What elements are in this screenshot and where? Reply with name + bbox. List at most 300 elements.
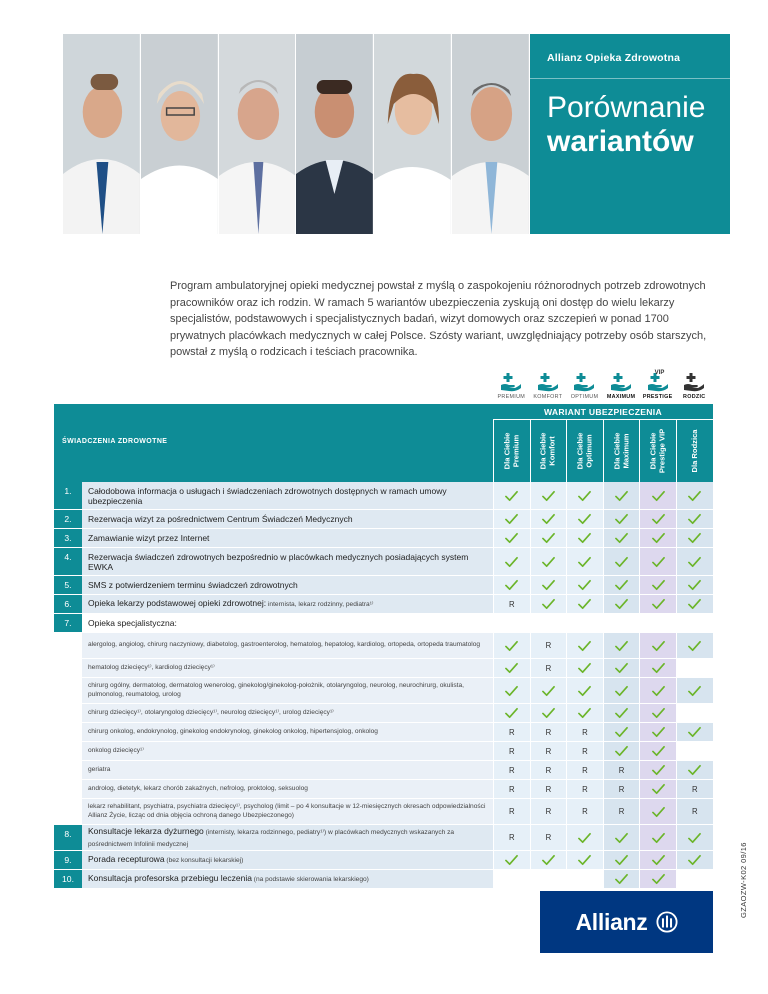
row-number xyxy=(54,723,82,741)
cell-included xyxy=(676,825,713,850)
check-icon xyxy=(615,832,628,844)
row-description-text: chirurg ogólny, dermatolog, dermatolog wenerolog, ginekolog/ginekolog-położnik, otolaryngolog, neurolog, neurochirurg, okulista, pulmonolog, reumatolog, urolog xyxy=(88,682,464,698)
check-icon xyxy=(688,854,701,866)
cell-included xyxy=(566,851,603,869)
check-icon xyxy=(578,598,591,610)
cell-included xyxy=(639,870,676,888)
plan-icon-premium xyxy=(493,372,530,404)
portrait-photo xyxy=(141,34,219,234)
cell-included xyxy=(676,576,713,594)
cell-referral: R xyxy=(603,799,640,824)
cell-included xyxy=(530,482,567,509)
table-row xyxy=(54,799,713,825)
cell-included xyxy=(639,548,676,575)
cell-referral: R xyxy=(530,761,567,779)
cell-referral: R xyxy=(566,723,603,741)
check-icon xyxy=(688,532,701,544)
table-row xyxy=(54,851,713,870)
cell-referral: R xyxy=(530,780,567,798)
check-icon xyxy=(615,854,628,866)
section-label: ŚWIADCZENIA ZDROWOTNE xyxy=(62,438,168,445)
cell-included xyxy=(566,704,603,722)
row-description-note: (bez konsultacji lekarskiej) xyxy=(164,857,244,864)
table-header xyxy=(54,404,713,482)
cell-included xyxy=(493,529,530,547)
row-number xyxy=(54,633,82,658)
cell-included xyxy=(530,678,567,703)
cell-included xyxy=(639,529,676,547)
row-description xyxy=(82,723,493,741)
cell-included xyxy=(493,851,530,869)
check-icon xyxy=(688,556,701,568)
cell-included xyxy=(603,742,640,760)
comparison-table xyxy=(54,404,713,889)
cell-empty xyxy=(566,614,603,632)
vip-badge: VIP xyxy=(654,370,665,376)
check-icon xyxy=(542,707,555,719)
cell-referral: R xyxy=(493,723,530,741)
table-row xyxy=(54,780,713,799)
cell-included xyxy=(603,510,640,528)
check-icon xyxy=(505,685,518,697)
cell-referral: R xyxy=(676,799,713,824)
check-icon xyxy=(505,490,518,502)
cell-referral: R xyxy=(566,780,603,798)
table-row xyxy=(54,659,713,678)
cell-included xyxy=(639,576,676,594)
cell-included xyxy=(676,529,713,547)
cell-included xyxy=(566,659,603,677)
row-description-note: (internisty, lekarza rodzinnego, pediatry¹⁾) w placówkach medycznych wskazanych za pośrednictwem Infolinii medycznej xyxy=(88,828,455,848)
row-number: 3. xyxy=(54,529,82,547)
cell-included xyxy=(566,482,603,509)
cell-included xyxy=(676,595,713,613)
cell-included xyxy=(493,510,530,528)
check-icon xyxy=(578,556,591,568)
row-description xyxy=(82,870,493,888)
check-icon xyxy=(652,685,665,697)
check-icon xyxy=(505,556,518,568)
cell-empty xyxy=(530,870,567,888)
row-number: 6. xyxy=(54,595,82,613)
check-icon xyxy=(652,598,665,610)
check-icon xyxy=(652,745,665,757)
cell-included xyxy=(493,659,530,677)
cell-empty xyxy=(603,614,640,632)
check-icon xyxy=(542,598,555,610)
portrait-photo xyxy=(296,34,374,234)
plan-icon-rodzic xyxy=(676,372,713,404)
row-description-text: Rezerwacja wizyt za pośrednictwem Centrum Świadczeń Medycznych xyxy=(88,514,353,524)
cell-empty xyxy=(676,614,713,632)
check-icon xyxy=(615,598,628,610)
check-icon xyxy=(615,745,628,757)
row-description-text: Porada recepturowa (bez konsultacji lekarskiej) xyxy=(88,854,244,864)
check-icon xyxy=(652,556,665,568)
cell-included xyxy=(676,761,713,779)
header-photo-strip xyxy=(63,34,530,234)
cell-included xyxy=(566,825,603,850)
row-description-note: (na podstawie skierowania lekarskiego) xyxy=(251,876,369,883)
cell-included xyxy=(639,704,676,722)
row-description xyxy=(82,595,493,613)
check-icon xyxy=(688,726,701,738)
cell-included xyxy=(603,825,640,850)
logo-text: Allianz xyxy=(575,908,648,935)
cell-referral: R xyxy=(493,595,530,613)
cell-included xyxy=(639,482,676,509)
cell-referral: R xyxy=(493,780,530,798)
cell-included xyxy=(493,482,530,509)
cell-referral: R xyxy=(530,799,567,824)
check-icon xyxy=(542,685,555,697)
cell-referral: R xyxy=(530,825,567,850)
cell-referral: R xyxy=(676,780,713,798)
portrait-photo xyxy=(374,34,452,234)
check-icon xyxy=(652,662,665,674)
cell-referral: R xyxy=(566,761,603,779)
check-icon xyxy=(578,685,591,697)
check-icon xyxy=(505,854,518,866)
row-description-text: Zamawianie wizyt przez Internet xyxy=(88,533,210,543)
cell-included xyxy=(676,678,713,703)
row-description-text: androlog, dietetyk, lekarz chorób zakaźnych, nefrolog, proktolog, seksuolog xyxy=(88,784,308,792)
cell-empty xyxy=(493,870,530,888)
cell-included xyxy=(676,633,713,658)
check-icon xyxy=(615,640,628,652)
row-description-text: chirurg dziecięcy¹⁾, otolaryngolog dziecięcy¹⁾, neurolog dziecięcy¹⁾, urolog dziecięcy¹⁾ xyxy=(88,708,334,716)
check-icon xyxy=(615,579,628,591)
check-icon xyxy=(542,854,555,866)
cell-referral: R xyxy=(493,825,530,850)
check-icon xyxy=(615,513,628,525)
row-description-text: Opieka lekarzy podstawowej opieki zdrowotnej: internista, lekarz rodzinny, pediatra¹⁾ xyxy=(88,598,374,608)
check-icon xyxy=(615,532,628,544)
cell-referral: R xyxy=(493,742,530,760)
row-description xyxy=(82,678,493,703)
check-icon xyxy=(615,707,628,719)
row-description xyxy=(82,529,493,547)
cell-included xyxy=(603,576,640,594)
row-description xyxy=(82,510,493,528)
cell-included xyxy=(566,510,603,528)
cell-included xyxy=(493,548,530,575)
variant-column-label: Dla Ciebie Komfort xyxy=(538,432,557,470)
check-icon xyxy=(688,640,701,652)
check-icon xyxy=(505,579,518,591)
plan-icon-label: OPTIMUM xyxy=(570,394,599,400)
row-description-text: hematolog dziecięcy¹⁾, kardiolog dziecięcy¹⁾ xyxy=(88,663,215,671)
row-number: 2. xyxy=(54,510,82,528)
cell-empty xyxy=(530,614,567,632)
check-icon xyxy=(615,873,628,885)
plan-icon-optimum xyxy=(566,372,603,404)
variant-band: WARIANT UBEZPIECZENIA xyxy=(493,404,713,420)
page-title-line1: Porównanie xyxy=(547,91,706,124)
row-description xyxy=(82,548,493,575)
hero-panel xyxy=(530,34,730,234)
variant-column-label: Dla Ciebie Premium xyxy=(502,432,520,470)
plan-icon-komfort xyxy=(530,372,567,404)
table-row xyxy=(54,576,713,595)
check-icon xyxy=(542,556,555,568)
table-row xyxy=(54,633,713,659)
row-description-text: lekarz rehabilitant, psychiatra, psychiatra dziecięcy¹⁾, psycholog (limit – po 4 konsultacje w 12-miesięcznych okresach odpowiedzialności Allianz Życie, licząc od dnia objęcia ochroną danego Ubezpieczonego) xyxy=(88,803,486,819)
check-icon xyxy=(652,806,665,818)
cell-referral: R xyxy=(530,742,567,760)
variant-column-header xyxy=(530,420,567,482)
table-row xyxy=(54,529,713,548)
cell-included xyxy=(603,870,640,888)
variant-column-label: Dla Ciebie Prestige VIP xyxy=(648,428,667,474)
cell-included xyxy=(603,851,640,869)
check-icon xyxy=(578,532,591,544)
variant-column-header xyxy=(639,420,676,482)
cell-referral: R xyxy=(603,780,640,798)
variant-column-label: Dla Ciebie Maximum xyxy=(612,432,630,470)
row-description-note: internista, lekarz rodzinny, pediatra¹⁾ xyxy=(266,601,374,608)
check-icon xyxy=(542,490,555,502)
allianz-logo xyxy=(540,891,713,953)
cell-empty xyxy=(566,870,603,888)
check-icon xyxy=(505,640,518,652)
row-description xyxy=(82,761,493,779)
cell-included xyxy=(530,548,567,575)
check-icon xyxy=(615,490,628,502)
cell-included xyxy=(676,548,713,575)
row-description xyxy=(82,614,493,632)
variant-column-header xyxy=(676,420,713,482)
check-icon xyxy=(505,513,518,525)
row-description-text: Rezerwacja świadczeń zdrowotnych bezpośrednio w placówkach medycznych posiadających system EWKA xyxy=(88,551,469,572)
row-number: 5. xyxy=(54,576,82,594)
row-description xyxy=(82,704,493,722)
plan-icon-label: PREMIUM xyxy=(497,394,526,400)
hero-divider xyxy=(530,78,730,79)
cell-referral: R xyxy=(530,723,567,741)
cell-empty xyxy=(676,704,713,722)
cell-included xyxy=(566,595,603,613)
table-row xyxy=(54,870,713,889)
table-row xyxy=(54,704,713,723)
cell-included xyxy=(639,723,676,741)
cell-included xyxy=(639,851,676,869)
cell-included xyxy=(603,659,640,677)
check-icon xyxy=(615,685,628,697)
cell-included xyxy=(493,704,530,722)
cell-included xyxy=(676,510,713,528)
plan-icon-prestige xyxy=(639,372,676,404)
check-icon xyxy=(652,764,665,776)
row-number xyxy=(54,704,82,722)
row-description-text: onkolog dziecięcy¹⁾ xyxy=(88,746,144,754)
row-number xyxy=(54,780,82,798)
check-icon xyxy=(652,707,665,719)
variant-column-header xyxy=(603,420,640,482)
cell-included xyxy=(603,678,640,703)
table-row xyxy=(54,825,713,851)
row-description-text: Konsultacja profesorska przebiegu leczenia (na podstawie skierowania lekarskiego) xyxy=(88,873,369,883)
row-number: 8. xyxy=(54,825,82,850)
cell-included xyxy=(566,678,603,703)
check-icon xyxy=(688,579,701,591)
cell-referral: R xyxy=(566,799,603,824)
cell-included xyxy=(639,780,676,798)
row-description-text: Opieka specjalistyczna: xyxy=(88,618,177,628)
row-description xyxy=(82,633,493,658)
check-icon xyxy=(505,707,518,719)
variant-column-header xyxy=(493,420,530,482)
check-icon xyxy=(578,707,591,719)
plan-icon-label: MAXIMUM xyxy=(606,394,636,400)
row-description xyxy=(82,851,493,869)
row-number: 9. xyxy=(54,851,82,869)
cell-empty xyxy=(676,659,713,677)
check-icon xyxy=(542,532,555,544)
brand-name: Allianz Opieka Zdrowotna xyxy=(547,52,681,64)
cell-empty xyxy=(676,870,713,888)
check-icon xyxy=(652,532,665,544)
variant-column-header xyxy=(566,420,603,482)
variant-column-label: Dla Ciebie Optimum xyxy=(575,432,593,470)
plan-icon-label: RODZIC xyxy=(683,394,706,400)
cell-referral: R xyxy=(566,742,603,760)
cell-included xyxy=(566,633,603,658)
row-description-text: SMS z potwierdzeniem terminu świadczeń zdrowotnych xyxy=(88,580,298,590)
check-icon xyxy=(542,579,555,591)
check-icon xyxy=(652,640,665,652)
row-description xyxy=(82,799,493,824)
cell-empty xyxy=(676,742,713,760)
table-row xyxy=(54,510,713,529)
row-description-text: alergolog, angiolog, chirurg naczyniowy, diabetolog, gastroenterolog, hematolog, hepatolog, kardiolog, ortopeda, ortopeda traumatolog xyxy=(88,641,481,649)
row-number: 7. xyxy=(54,614,82,632)
check-icon xyxy=(688,598,701,610)
row-number: 10. xyxy=(54,870,82,888)
cell-included xyxy=(566,576,603,594)
check-icon xyxy=(652,579,665,591)
cell-included xyxy=(676,723,713,741)
cell-included xyxy=(639,799,676,824)
check-icon xyxy=(652,726,665,738)
plan-icon-maximum xyxy=(603,372,640,404)
cell-included xyxy=(603,548,640,575)
row-description xyxy=(82,482,493,509)
row-number xyxy=(54,799,82,824)
table-row xyxy=(54,482,713,510)
cell-included xyxy=(566,548,603,575)
variant-column-label: Dla Rodzica xyxy=(689,429,699,473)
cell-included xyxy=(676,482,713,509)
cell-included xyxy=(603,633,640,658)
table-row xyxy=(54,742,713,761)
cell-included xyxy=(639,595,676,613)
portrait-photo xyxy=(63,34,141,234)
plan-icon-label: PRESTIGE xyxy=(642,394,673,400)
cell-included xyxy=(676,851,713,869)
check-icon xyxy=(652,873,665,885)
check-icon xyxy=(652,490,665,502)
cell-included xyxy=(566,529,603,547)
check-icon xyxy=(652,854,665,866)
allianz-eagle-icon xyxy=(656,911,678,933)
row-description-text: geriatra xyxy=(88,765,111,773)
check-icon xyxy=(688,685,701,697)
check-icon xyxy=(615,726,628,738)
cell-included xyxy=(493,576,530,594)
cell-included xyxy=(639,761,676,779)
page-title-line2: wariantów xyxy=(547,125,694,158)
plan-icon-label: KOMFORT xyxy=(533,394,563,400)
cell-referral: R xyxy=(493,799,530,824)
row-number: 1. xyxy=(54,482,82,509)
check-icon xyxy=(688,764,701,776)
cell-included xyxy=(603,723,640,741)
cell-included xyxy=(603,529,640,547)
check-icon xyxy=(505,532,518,544)
check-icon xyxy=(652,783,665,795)
row-number xyxy=(54,761,82,779)
table-row xyxy=(54,678,713,704)
row-number xyxy=(54,742,82,760)
cell-included xyxy=(530,595,567,613)
check-icon xyxy=(688,490,701,502)
cell-empty xyxy=(639,614,676,632)
row-description xyxy=(82,659,493,677)
check-icon xyxy=(652,832,665,844)
check-icon xyxy=(542,513,555,525)
cell-included xyxy=(603,595,640,613)
cell-empty xyxy=(493,614,530,632)
cell-included xyxy=(530,704,567,722)
table-row xyxy=(54,614,713,633)
check-icon xyxy=(615,662,628,674)
check-icon xyxy=(578,490,591,502)
plan-icons-row xyxy=(493,372,713,404)
hand-plus-icon xyxy=(573,372,595,392)
check-icon xyxy=(505,662,518,674)
row-description xyxy=(82,742,493,760)
cell-included xyxy=(530,529,567,547)
check-icon xyxy=(578,513,591,525)
portrait-photo xyxy=(219,34,297,234)
cell-included xyxy=(639,678,676,703)
check-icon xyxy=(578,640,591,652)
check-icon xyxy=(578,579,591,591)
table-row xyxy=(54,761,713,780)
cell-included xyxy=(639,659,676,677)
cell-included xyxy=(639,825,676,850)
cell-referral: R xyxy=(493,761,530,779)
row-number: 4. xyxy=(54,548,82,575)
table-row xyxy=(54,723,713,742)
table-body xyxy=(54,482,713,889)
cell-included xyxy=(530,510,567,528)
hand-plus-icon xyxy=(500,372,522,392)
check-icon xyxy=(578,662,591,674)
row-description-text: Konsultacje lekarza dyżurnego (internisty, lekarza rodzinnego, pediatry¹⁾) w placówkach medycznych wskazanych za pośrednictwem Infolinii medycznej xyxy=(88,825,455,848)
cell-referral: R xyxy=(530,633,567,658)
row-description xyxy=(82,780,493,798)
cell-included xyxy=(639,742,676,760)
cell-referral: R xyxy=(530,659,567,677)
check-icon xyxy=(688,513,701,525)
check-icon xyxy=(578,832,591,844)
cell-included xyxy=(493,633,530,658)
table-row xyxy=(54,548,713,576)
hand-plus-icon xyxy=(610,372,632,392)
hand-plus-icon xyxy=(683,372,705,392)
